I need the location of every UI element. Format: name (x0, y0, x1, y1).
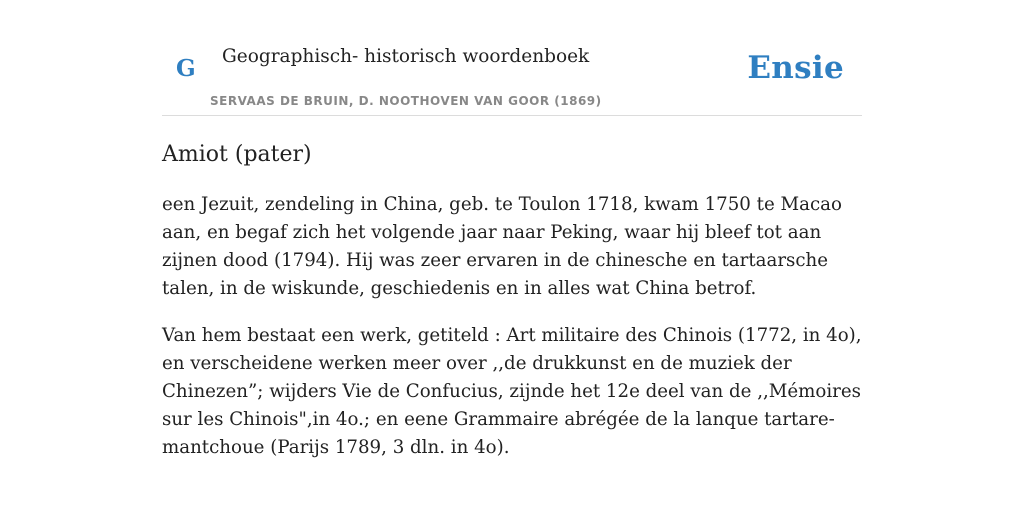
page (162, 0, 862, 481)
book-header (162, 0, 862, 116)
entry-paragraph: Van hem bestaat een werk, getiteld : Art militaire des Chinois (1772, in 4o), en verscheidene werken meer over ,,de drukkunst en de muziek der Chinezen”; wijders Vie de Confucius, zijnde het 12e deel van de ,,Mémoires sur les Chinois",in 4o.; en eene Grammaire abrégée de la lanque tartare-mantchoue (Parijs 1789, 3 dln. in 4o). (162, 325, 862, 458)
ensie-logo-link[interactable]: Ensie (747, 50, 844, 86)
book-letter-badge[interactable]: G (176, 55, 196, 82)
book-title[interactable]: Geographisch- historisch woordenboek (222, 46, 590, 67)
book-authors: SERVAAS DE BRUIN, D. NOOTHOVEN VAN GOOR (1869) (210, 94, 602, 108)
entry-body (162, 191, 862, 462)
entry-paragraph: een Jezuit, zendeling in China, geb. te Toulon 1718, kwam 1750 te Macao aan, en begaf zich het volgende jaar naar Peking, waar hij bleef tot aan zijnen dood (1794). Hij was zeer ervaren in de chinesche en tartaarsche talen, in de wiskunde, geschiedenis en in alles wat China betrof. (162, 194, 842, 299)
entry-title: Amiot (pater) (162, 142, 312, 167)
